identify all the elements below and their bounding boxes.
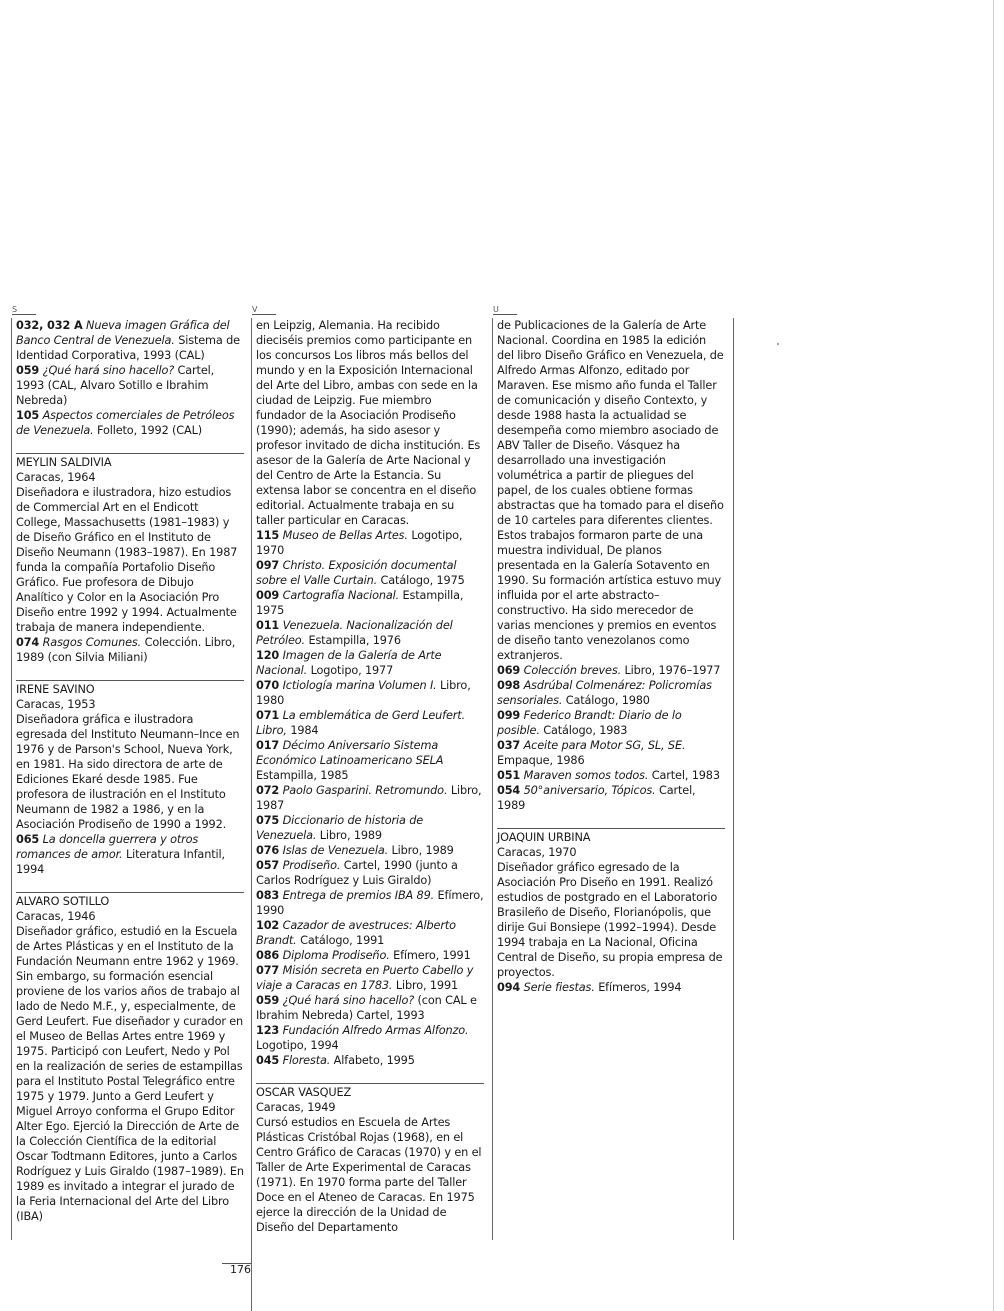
work-title: Entrega de premios IBA 89. [282,889,435,902]
page-edge [993,0,994,1311]
work-item [256,558,484,588]
work-title: Misión secreta en Puerto Cabello y viaje a Caracas en 1783. [256,964,474,992]
designer-name: JOAQUIN URBINA [497,828,725,845]
work-number: 011 [256,619,280,632]
work-title: Cazador de avestruces: Alberto Brandt. [256,919,456,947]
work-number: 037 [497,739,521,752]
work-details: Logotipo, 1977 [310,664,394,677]
work-title: Aspectos comerciales de Petróleos de Venezuela. [16,409,235,437]
work-item [497,738,725,768]
work-title: La doncella guerrera y otros romances de amor. [16,833,199,861]
work-number: 076 [256,844,280,857]
work-details: Cartel, 1993 (CAL, Alvaro Sotillo e Ibrahim Nebreda) [16,364,215,407]
work-number: 059 [256,994,280,1007]
biography-text: en Leipzig, Alemania. Ha recibido dieciséis premios como participante en los concursos Los libros más bellos del mundo y en la Exposición Internacional del Arte del Libro, ambas con sede en la ciudad de Leipzig. Fue miembro fundador de la Asociación Prodiseño (1990); además, ha sido asesor y profesor invitado de dicha institución. Es asesor de la Galería de Arte Nacional y del Centro de Arte la Estancia. Su extensa labor se concentra en el diseño editorial. Actualmente trabaja en su taller particular en Caracas. [256,319,481,527]
work-details: Folleto, 1992 (CAL) [97,424,203,437]
work-details: Empaque, 1986 [497,754,585,767]
work-details: Catálogo, 1980 [565,694,650,707]
birth-info: Caracas, 1970 [497,846,577,859]
work-details: Efímeros, 1994 [598,981,682,994]
work-details: Libro, 1989 [391,844,454,857]
work-title: Rasgos Comunes. [42,636,142,649]
speck [777,343,779,345]
work-details: Sistema de Identidad Corporativa, 1993 (CAL) [16,334,240,362]
designer-name: MEYLIN SALDIVIA [16,453,244,470]
work-details: Estampilla, 1975 [256,589,464,617]
work-item [497,980,725,995]
work-item [256,858,484,888]
work-details: Cartel, 1983 [651,769,720,782]
work-number: 094 [497,981,521,994]
work-number: 071 [256,709,280,722]
designer-name: IRENE SAVINO [16,680,244,697]
work-number: 074 [16,636,40,649]
work-item [497,708,725,738]
birth-info: Caracas, 1953 [16,698,96,711]
work-number: 105 [16,409,40,422]
work-item [256,528,484,558]
work-details: Logotipo, 1970 [256,529,463,557]
work-details: Estampilla, 1976 [308,634,401,647]
work-number: 065 [16,833,40,846]
column-v [252,305,484,1250]
column-top-rule [12,314,36,315]
work-title: Aceite para Motor SG, SL, SE. [523,739,686,752]
work-details: Libro, 1991 [395,979,459,992]
work-details: Cartel, 1989 [497,784,696,812]
work-number: 017 [256,739,280,752]
work-title: Diploma Prodiseño. [282,949,390,962]
biography-entry [497,318,725,813]
column-letter: S [12,305,17,314]
work-number: 051 [497,769,521,782]
work-item [16,408,244,438]
work-number: 123 [256,1024,280,1037]
work-details: Catálogo, 1983 [543,724,628,737]
work-title: Asdrúbal Colmenárez: Policromías sensoriales. [497,679,712,707]
column-rule-1 [251,318,252,1311]
designer-name: OSCAR VASQUEZ [256,1083,484,1100]
column-top-rule [252,314,276,315]
work-item [497,783,725,813]
work-number: 099 [497,709,521,722]
work-item [497,678,725,708]
work-details: Libro, 1989 [319,829,382,842]
birth-info: Caracas, 1964 [16,471,96,484]
work-item [16,363,244,408]
work-title: Prodiseño. [282,859,341,872]
work-title: Maraven somos todos. [523,769,649,782]
work-number: 009 [256,589,280,602]
work-number: 069 [497,664,521,677]
work-details: Literatura Infantil, 1994 [16,848,225,876]
birth-info: Caracas, 1949 [256,1101,336,1114]
work-title: Fundación Alfredo Armas Alfonzo. [282,1024,469,1037]
work-item [256,813,484,843]
work-number: 070 [256,679,280,692]
work-number: 120 [256,649,280,662]
work-details: Catálogo, 1975 [380,574,465,587]
biography-text: Cursó estudios en Escuela de Artes Plásticas Cristóbal Rojas (1968), en el Centro Gráfico de Caracas (1970) y en el Taller de Arte Experimental de Caracas (1971). En 1970 forma parte del Taller Doce en el Ateneo de Caracas. En 1975 ejerce la dirección de la Unidad de Diseño del Departamento [256,1116,482,1234]
work-title: 50°aniversario, Tópicos. [523,784,656,797]
biography-text: Diseñadora gráfica e ilustradora egresada del Instituto Neumann–Ince en 1976 y de Parson's School, Nueva York, en 1981. Ha sido directora de arte de Ediciones Ekaré desde 1985. Fue profesora de ilustración en el Instituto Neumann de 1982 a 1986, y en la Asociación Prodiseño de 1990 a 1992. [16,713,240,831]
work-details: 1984 [290,724,319,737]
biography-entry [16,453,244,665]
work-title: Imagen de la Galería de Arte Nacional. [256,649,442,677]
work-item [256,618,484,648]
work-title: Floresta. [282,1054,331,1067]
work-title: Nueva imagen Gráfica del Banco Central de Venezuela. [16,319,230,347]
work-item [256,738,484,783]
work-details: Libro, 1987 [256,784,482,812]
work-number: 098 [497,679,521,692]
work-details: Efímero, 1990 [256,889,484,917]
work-item [497,768,725,783]
work-details: Libro, 1976–1977 [624,664,721,677]
biography-text: Diseñador gráfico egresado de la Asociación Pro Diseño en 1991. Realizó estudios de postgrado en el Laboratorio Brasileño de Diseño, Florianópolis, que dirije Gui Bonsiepe (1992–1994). Desde 1994 trabaja en La Nacional, Oficina Central de Diseño, su propia empresa de proyectos. [497,861,723,979]
column-letter: V [252,305,258,314]
work-item [256,888,484,918]
work-title: Christo. Exposición documental sobre el Valle Curtain. [256,559,457,587]
work-item [256,948,484,963]
work-number: 059 [16,364,40,377]
work-title: Serie fiestas. [523,981,595,994]
biography-text: Diseñador gráfico, estudió en la Escuela de Artes Plásticas y en el Instituto de la Fundación Neumann entre 1962 y 1969. Sin embargo, su formación esencial proviene de los varios años de trabajo al lado de Nedo M.F., y, especialmente, de Gerd Leufert. Fue diseñador y curador en el Museo de Bellas Artes entre 1969 y 1975. Participó con Leufert, Nedo y Pol en la realización de series de estampillas para el Instituto Postal Telegráfico entre 1975 y 1979. Junto a Gerd Leufert y Miguel Arroyo conforma el Grupo Editor Alter Ego. Ejerció la Dirección de Arte de la Colección Científica de la editorial Oscar Todtmann Editores, junto a Carlos Rodríguez y Luis Giraldo (1987–1989). En 1989 es invitado a integrar el jurado de la Feria Internacional del Arte del Libro (IBA) [16,925,244,1223]
work-item [256,588,484,618]
biography-entry [16,680,244,877]
designer-name: ALVARO SOTILLO [16,892,244,909]
biography-entry [16,892,244,1224]
work-title: Venezuela. Nacionalización del Petróleo. [256,619,453,647]
work-details: Catálogo, 1991 [300,934,385,947]
biography-entry [256,1083,484,1235]
work-number: 032, 032 A [16,319,83,332]
work-number: 072 [256,784,280,797]
work-title: Diccionario de historia de Venezuela. [256,814,424,842]
work-title: Islas de Venezuela. [282,844,389,857]
work-details: Libro, 1980 [256,679,471,707]
work-item [256,993,484,1023]
work-details: Logotipo, 1994 [256,1039,339,1052]
work-item [256,1023,484,1053]
biography-entry [256,318,484,1068]
work-title: Ictiología marina Volumen I. [282,679,437,692]
work-number: 054 [497,784,521,797]
work-item [256,918,484,948]
work-item [256,783,484,813]
work-details: Alfabeto, 1995 [333,1054,415,1067]
page-number: 176 [230,1263,251,1276]
work-number: 075 [256,814,280,827]
work-item [256,1053,484,1068]
column-rule-0 [11,318,12,1240]
birth-info: Caracas, 1946 [16,910,96,923]
work-number: 077 [256,964,280,977]
work-title: Paolo Gasparini. Retromundo. [282,784,448,797]
work-title: Décimo Aniversario Sistema Económico Latinoamericano SELA [256,739,444,767]
work-number: 057 [256,859,280,872]
work-item [16,318,244,363]
work-item [256,843,484,858]
work-item [497,663,725,678]
work-details: (con CAL e Ibrahim Nebreda) Cartel, 1993 [256,994,477,1022]
column-rule-2 [492,318,493,1240]
column-u [493,305,725,1010]
biography-text: de Publicaciones de la Galería de Arte Nacional. Coordina en 1985 la edición del libro Diseño Gráfico en Venezuela, de Alfredo Armas Alfonzo, editado por Maraven. Ese mismo año funda el Taller de comunicación y diseño Contexto, y desde 1988 hasta la actualidad se desempeña como miembro asociado de ABV Taller de Diseño. Vásquez ha desarrollado una investigación volumétrica a partir de pliegues del papel, de los cuales obtiene formas abstractas que ha tomado para el diseño de 10 carteles para diferentes clientes. Estos trabajos formaron parte de una muestra individual, De planos presentada en la Galería Sotavento en 1990. Su formación artística estuvo muy influida por el arte abstracto–constructivo. Ha sido merecedor de varias menciones y premios en eventos de diseño tanto venezolanos como extranjeros. [497,319,724,662]
work-details: Cartel, 1990 (junto a Carlos Rodríguez y Luis Giraldo) [256,859,458,887]
work-title: Federico Brandt: Diario de lo posible. [497,709,682,737]
work-title: Cartografía Nacional. [282,589,400,602]
work-number: 102 [256,919,280,932]
work-item [256,708,484,738]
work-number: 097 [256,559,280,572]
work-item [16,832,244,877]
biography-entry [497,828,725,995]
work-title: Museo de Bellas Artes. [282,529,408,542]
work-number: 083 [256,889,280,902]
work-item [256,648,484,678]
column-s [12,305,244,1239]
work-number: 045 [256,1054,280,1067]
work-title: Colección breves. [523,664,622,677]
work-item [256,678,484,708]
work-title: La emblemática de Gerd Leufert. Libro, [256,709,466,737]
column-letter: U [493,305,499,314]
work-details: Efímero, 1991 [393,949,471,962]
work-details: Colección. Libro, 1989 (con Silvia Miliani) [16,636,236,664]
work-number: 115 [256,529,280,542]
work-number: 086 [256,949,280,962]
work-item [256,963,484,993]
work-details: Estampilla, 1985 [256,769,349,782]
column-rule-3 [733,318,734,1240]
column-top-rule [493,314,517,315]
biography-text: Diseñadora e ilustradora, hizo estudios de Commercial Art en el Endicott College, Massachusetts (1981–1983) y de Diseño Gráfico en el Instituto de Diseño Neumann (1983–1987). En 1987 funda la compañía Portafolio Diseño Gráfico. Fue profesora de Dibujo Analítico y Color en la Asociación Pro Diseño entre 1992 y 1994. Actualmente trabaja de manera independiente. [16,486,238,634]
biography-entry [16,318,244,438]
work-title: ¿Qué hará sino hacello? [282,994,415,1007]
work-title: ¿Qué hará sino hacello? [42,364,175,377]
work-item [16,635,244,665]
